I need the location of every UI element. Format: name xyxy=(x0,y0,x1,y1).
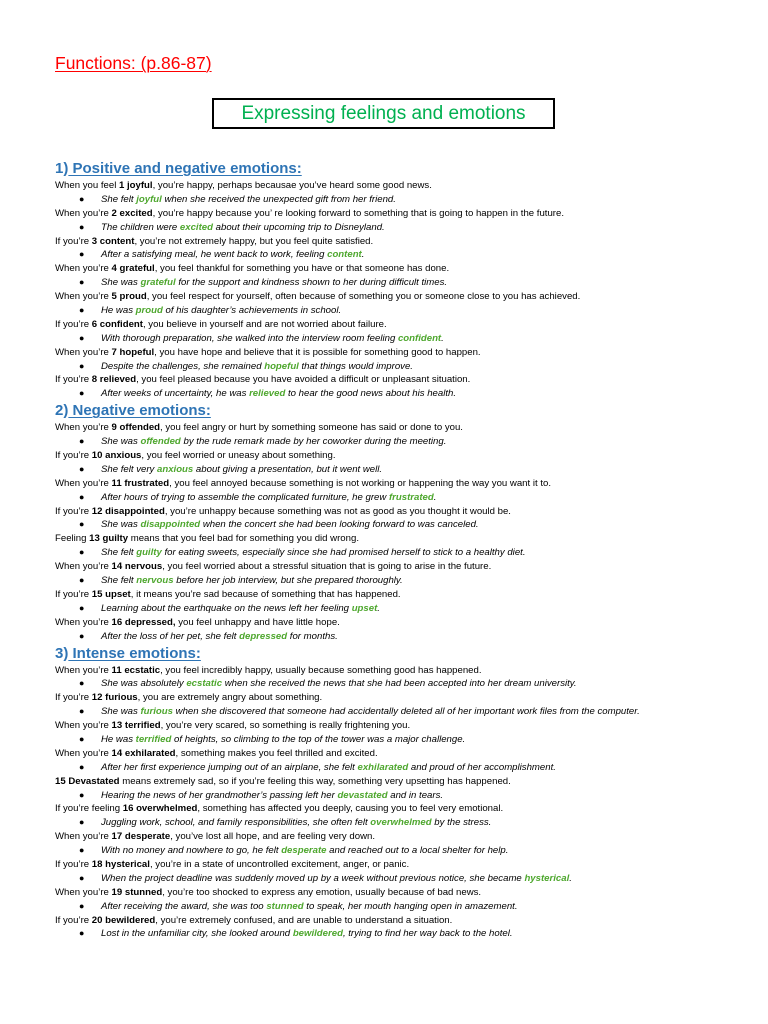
emotion-term: 3 content xyxy=(91,235,135,247)
definition-text: If you’re xyxy=(55,318,92,330)
example-sentence xyxy=(55,435,735,449)
emotion-term: 15 upset xyxy=(91,588,131,600)
definition-text: , you’re happy because you’ re looking forward to something that is going to happen in the future. xyxy=(152,207,564,219)
section-heading xyxy=(55,401,735,421)
emotion-term: 9 offended xyxy=(111,422,161,434)
definition-text: When you’re xyxy=(55,207,112,219)
definition-line xyxy=(55,532,735,546)
definition-text: When you’re xyxy=(55,616,112,628)
bullet-icon: ● xyxy=(79,761,85,772)
title-box xyxy=(212,98,555,129)
definition-text: When you’re xyxy=(55,291,112,303)
bullet-icon: ● xyxy=(79,845,85,856)
section-heading xyxy=(55,644,735,664)
definition-text: When you’re xyxy=(55,346,112,358)
example-text: With no money and nowhere to go, he felt xyxy=(101,845,282,857)
example-sentence xyxy=(55,360,735,374)
section-number: 2) xyxy=(55,402,69,420)
highlighted-emotion: frustrated xyxy=(388,491,434,503)
highlighted-emotion: anxious xyxy=(157,463,194,475)
example-text: before her job interview, but she prepared thoroughly. xyxy=(173,575,403,587)
definition-text: , you’ve lost all hope, and are feeling very down. xyxy=(170,831,375,843)
example-text: When the project deadline was suddenly moved up by a week without previous notice, she became xyxy=(101,872,525,884)
emotion-term: 20 bewildered xyxy=(91,914,156,926)
example-text: After hours of trying to assemble the complicated furniture, he grew xyxy=(101,491,389,503)
definition-text: If you’re xyxy=(55,374,92,386)
example-text: With thorough preparation, she walked into the interview room feeling xyxy=(101,332,398,344)
emotion-term: 14 exhilarated xyxy=(111,747,176,759)
example-sentence xyxy=(55,900,735,914)
emotion-term: 4 grateful xyxy=(111,263,155,275)
example-sentence xyxy=(55,491,735,505)
section-number: 3) xyxy=(55,644,69,662)
bullet-icon: ● xyxy=(79,388,85,399)
emotion-term: 10 anxious xyxy=(91,450,142,462)
definition-text: When you feel xyxy=(55,180,119,191)
section-number: 1) xyxy=(55,160,69,177)
example-text: . xyxy=(377,602,380,614)
example-sentence xyxy=(55,789,735,803)
definition-line xyxy=(55,691,735,705)
definition-text: If you’re xyxy=(55,914,92,926)
example-sentence xyxy=(55,927,735,941)
content-body xyxy=(55,159,735,941)
emotion-term: 18 hysterical xyxy=(91,858,150,870)
bullet-icon: ● xyxy=(79,630,85,641)
highlighted-emotion: upset xyxy=(351,602,378,614)
emotion-term: 16 depressed, xyxy=(111,616,176,628)
example-text: After the loss of her pet, she felt xyxy=(101,630,240,642)
definition-text: If you’re xyxy=(55,858,92,870)
definition-text: If you’re feeling xyxy=(55,803,123,815)
bullet-icon: ● xyxy=(79,463,85,474)
emotion-term: 13 terrified xyxy=(111,720,161,732)
highlighted-emotion: excited xyxy=(179,221,213,233)
example-text: of heights, so climbing to the top of the tower was a major challenge. xyxy=(171,733,466,745)
example-text: when she received the news that she had been accepted into her dream university. xyxy=(222,678,577,690)
highlighted-emotion: furious xyxy=(140,706,173,718)
example-text: for eating sweets, especially since she had promised herself to stick to a healthy diet. xyxy=(161,547,526,559)
definition-line xyxy=(55,290,735,304)
example-sentence xyxy=(55,221,735,235)
definition-text: When you’re xyxy=(55,886,112,898)
example-sentence xyxy=(55,518,735,532)
example-text: After receiving the award, she was too xyxy=(101,900,267,912)
emotion-term: 6 confident xyxy=(91,318,143,330)
example-text: . xyxy=(569,872,572,884)
definition-line xyxy=(55,858,735,872)
emotion-term: 15 Devastated xyxy=(55,775,120,787)
example-text: She felt very xyxy=(101,463,157,475)
definition-text: you feel unhappy and have little hope. xyxy=(175,616,340,628)
bullet-icon: ● xyxy=(79,305,85,316)
highlighted-emotion: hysterical xyxy=(524,872,570,884)
definition-text: If you’re xyxy=(55,450,92,462)
bullet-icon: ● xyxy=(79,817,85,828)
definition-line xyxy=(55,179,735,193)
example-text: She was xyxy=(101,436,141,448)
definition-line xyxy=(55,421,735,435)
highlighted-emotion: proud xyxy=(135,305,163,317)
definition-text: Feeling xyxy=(55,533,90,545)
definition-line xyxy=(55,262,735,276)
example-text: of his daughter’s achievements in school. xyxy=(162,305,342,317)
definition-text: When you’re xyxy=(55,831,112,843)
example-sentence xyxy=(55,546,735,560)
highlighted-emotion: hopeful xyxy=(264,360,299,372)
example-text: when the concert she had been looking forward to was canceled. xyxy=(200,519,479,531)
example-text: After a satisfying meal, he went back to work, feeling xyxy=(101,249,328,261)
example-text: and proud of her accomplishment. xyxy=(408,761,556,773)
example-text: , trying to find her way back to the hotel. xyxy=(342,928,513,940)
definition-line xyxy=(55,664,735,678)
emotion-term: 1 joyful xyxy=(119,180,153,191)
example-text: He was xyxy=(101,305,136,317)
highlighted-emotion: nervous xyxy=(136,575,174,587)
example-sentence xyxy=(55,733,735,747)
example-text: by the stress. xyxy=(431,817,492,829)
bullet-icon: ● xyxy=(79,221,85,232)
highlighted-emotion: bewildered xyxy=(292,928,343,940)
example-sentence xyxy=(55,193,735,207)
definition-text: When you’re xyxy=(55,747,112,759)
definition-line xyxy=(55,373,735,387)
example-text: . xyxy=(361,249,365,261)
highlighted-emotion: offended xyxy=(140,436,181,448)
example-sentence xyxy=(55,387,735,401)
definition-text: When you’re xyxy=(55,477,112,489)
definition-text: , you’re unhappy because something was not as good as you thought it would be. xyxy=(164,505,511,517)
example-text: Hearing the news of her grandmother’s passing left her xyxy=(101,789,338,801)
definition-line xyxy=(55,886,735,900)
emotion-term: 11 ecstatic xyxy=(111,664,161,676)
definition-text: , you feel thankful for something you have or that someone has done. xyxy=(154,263,450,275)
example-sentence xyxy=(55,761,735,775)
example-text: Lost in the unfamiliar city, she looked around xyxy=(101,928,293,940)
definition-text: , you feel respect for yourself, often because of something you or someone close to you has achieved. xyxy=(146,291,581,303)
definition-text: When you’re xyxy=(55,664,112,676)
highlighted-emotion: ecstatic xyxy=(186,678,223,690)
example-text: She was absolutely xyxy=(101,678,187,690)
emotion-term: 7 hopeful xyxy=(111,346,155,358)
definition-text: If you’re xyxy=(55,505,92,517)
example-sentence xyxy=(55,574,735,588)
example-text: She was xyxy=(101,277,141,289)
emotion-term: 14 nervous xyxy=(111,561,163,573)
definition-text: , you’re in a state of uncontrolled excitement, anger, or panic. xyxy=(149,858,410,870)
definition-text: When you’re xyxy=(55,720,112,732)
definition-line xyxy=(55,207,735,221)
definition-line xyxy=(55,719,735,733)
highlighted-emotion: confident xyxy=(397,332,442,344)
bullet-icon: ● xyxy=(79,332,85,343)
definition-line xyxy=(55,914,735,928)
example-text: . xyxy=(441,332,444,344)
definition-text: , you are extremely angry about something. xyxy=(137,692,323,704)
example-sentence xyxy=(55,304,735,318)
bullet-icon: ● xyxy=(79,277,85,288)
definition-text: When you’re xyxy=(55,422,112,434)
definition-text: means extremely sad, so if you’re feeling this way, something very upsetting has happened. xyxy=(119,775,511,787)
definition-text: , you feel angry or hurt by something someone has said or done to you. xyxy=(160,422,463,434)
example-text: . xyxy=(433,491,437,503)
example-text: After weeks of uncertainty, he was xyxy=(101,388,250,400)
example-sentence xyxy=(55,705,735,719)
example-text: The children were xyxy=(101,221,180,233)
bullet-icon: ● xyxy=(79,928,85,939)
definition-text: , you feel annoyed because something is not working or happening the way you want it to. xyxy=(169,477,551,489)
definition-line xyxy=(55,775,735,789)
example-text: for months. xyxy=(287,630,338,642)
example-text: to speak, her mouth hanging open in amazement. xyxy=(303,900,518,912)
definition-line xyxy=(55,235,735,249)
definition-line xyxy=(55,588,735,602)
bullet-icon: ● xyxy=(79,706,85,717)
bullet-icon: ● xyxy=(79,436,85,447)
functions-page-reference: Functions: (p.86-87) xyxy=(55,53,212,73)
example-sentence xyxy=(55,677,735,691)
highlighted-emotion: disappointed xyxy=(140,519,201,531)
definition-text: , you feel worried about a stressful situation that is going to arise in the future. xyxy=(162,561,492,573)
definition-text: , you’re extremely confused, and are unable to understand a situation. xyxy=(155,914,453,926)
emotion-term: 8 relieved xyxy=(91,374,137,386)
example-text: about giving a presentation, but it went well. xyxy=(193,463,383,475)
example-text: when she discovered that someone had accidentally deleted all of her important work files from the computer. xyxy=(172,706,640,718)
definition-text: When you’re xyxy=(55,561,112,573)
definition-line xyxy=(55,477,735,491)
definition-text: , you’re too shocked to express any emotion, usually because of bad news. xyxy=(162,886,482,898)
example-sentence xyxy=(55,630,735,644)
example-text: She felt xyxy=(101,575,137,587)
highlighted-emotion: terrified xyxy=(135,733,172,745)
definition-line xyxy=(55,318,735,332)
example-text: when she received the unexpected gift from her friend. xyxy=(161,193,396,205)
highlighted-emotion: relieved xyxy=(249,388,286,400)
definition-line xyxy=(55,616,735,630)
bullet-icon: ● xyxy=(79,733,85,744)
highlighted-emotion: stunned xyxy=(266,900,304,912)
example-text: about their upcoming trip to Disneyland. xyxy=(213,221,385,233)
example-sentence xyxy=(55,248,735,262)
definition-line xyxy=(55,747,735,761)
highlighted-emotion: exhilarated xyxy=(357,761,409,773)
example-sentence xyxy=(55,463,735,477)
example-text: that things would improve. xyxy=(298,360,413,372)
definition-text: , you’re happy, perhaps becausae you’ve heard some good news. xyxy=(152,180,432,191)
definition-text: , something has affected you deeply, causing you to feel very emotional. xyxy=(197,803,504,815)
example-text: She was xyxy=(101,519,141,531)
highlighted-emotion: overwhelmed xyxy=(370,817,432,829)
highlighted-emotion: depressed xyxy=(239,630,288,642)
highlighted-emotion: guilty xyxy=(136,547,162,559)
example-sentence xyxy=(55,816,735,830)
bullet-icon: ● xyxy=(79,872,85,883)
example-text: Despite the challenges, she remained xyxy=(101,360,265,372)
definition-text: If you’re xyxy=(55,692,92,704)
bullet-icon: ● xyxy=(79,193,85,204)
bullet-icon: ● xyxy=(79,360,85,371)
emotion-term: 13 guilty xyxy=(89,533,129,545)
section-title: Intense emotions: xyxy=(68,644,201,662)
example-text: She felt xyxy=(101,193,137,205)
example-sentence xyxy=(55,332,735,346)
emotion-term: 5 proud xyxy=(111,291,147,303)
highlighted-emotion: content xyxy=(327,249,362,261)
example-text: to hear the good news about his health. xyxy=(285,388,457,400)
highlighted-emotion: grateful xyxy=(140,277,176,289)
bullet-icon: ● xyxy=(79,900,85,911)
example-text: and reached out to a local shelter for help. xyxy=(326,845,509,857)
definition-text: , you’re very scared, so something is really frightening you. xyxy=(160,720,411,732)
emotion-term: 12 furious xyxy=(91,692,138,704)
emotion-term: 12 disappointed xyxy=(91,505,165,517)
example-text: Juggling work, school, and family responsibilities, she often felt xyxy=(101,817,371,829)
definition-text: , you believe in yourself and are not worried about failure. xyxy=(142,318,387,330)
definition-text: When you’re xyxy=(55,263,112,275)
example-text: Learning about the earthquake on the news left her feeling xyxy=(101,602,352,614)
definition-text: , you’re not extremely happy, but you feel quite satisfied. xyxy=(134,235,374,247)
definition-text: means that you feel bad for something you did wrong. xyxy=(128,533,359,545)
definition-line xyxy=(55,346,735,360)
emotion-term: 19 stunned xyxy=(111,886,163,898)
definition-text: , something makes you feel thrilled and excited. xyxy=(175,747,378,759)
example-sentence xyxy=(55,276,735,290)
definition-line xyxy=(55,830,735,844)
highlighted-emotion: joyful xyxy=(136,193,162,205)
example-sentence xyxy=(55,872,735,886)
example-text: After her first experience jumping out of an airplane, she felt xyxy=(101,761,358,773)
bullet-icon: ● xyxy=(79,575,85,586)
emotion-term: 16 overwhelmed xyxy=(122,803,198,815)
bullet-icon: ● xyxy=(79,678,85,689)
definition-line xyxy=(55,560,735,574)
example-sentence xyxy=(55,602,735,616)
definition-text: , you feel pleased because you have avoided a difficult or unpleasant situation. xyxy=(136,374,471,386)
example-text: for the support and kindness shown to her during difficult times. xyxy=(175,277,448,289)
definition-text: If you’re xyxy=(55,235,92,247)
highlighted-emotion: devastated xyxy=(337,789,388,801)
bullet-icon: ● xyxy=(79,789,85,800)
section-title: Negative emotions: xyxy=(68,402,211,420)
emotion-term: 17 desperate xyxy=(111,831,171,843)
definition-line xyxy=(55,802,735,816)
emotion-term: 11 frustrated xyxy=(111,477,170,489)
example-text: and in tears. xyxy=(387,789,444,801)
example-text: by the rude remark made by her coworker during the meeting. xyxy=(180,436,447,448)
definition-text: , it means you’re sad because of something that has happened. xyxy=(130,588,401,600)
definition-line xyxy=(55,449,735,463)
section-heading xyxy=(55,159,735,179)
bullet-icon: ● xyxy=(79,491,85,502)
bullet-icon: ● xyxy=(79,547,85,558)
bullet-icon: ● xyxy=(79,249,85,260)
section-title: Positive and negative emotions: xyxy=(68,160,302,177)
highlighted-emotion: desperate xyxy=(281,845,327,857)
definition-text: , you feel worried or uneasy about something. xyxy=(141,450,336,462)
document-title: Expressing feelings and emotions xyxy=(241,102,526,124)
bullet-icon: ● xyxy=(79,602,85,613)
example-text: He was xyxy=(101,733,136,745)
example-sentence xyxy=(55,844,735,858)
example-text: She was xyxy=(101,706,141,718)
definition-text: , you have hope and believe that it is possible for something good to happen. xyxy=(154,346,481,358)
example-text: She felt xyxy=(101,547,137,559)
definition-text: If you’re xyxy=(55,588,92,600)
emotion-term: 2 excited xyxy=(111,207,153,219)
definition-text: , you feel incredibly happy, usually because something good has happened. xyxy=(160,664,482,676)
definition-line xyxy=(55,505,735,519)
bullet-icon: ● xyxy=(79,519,85,530)
